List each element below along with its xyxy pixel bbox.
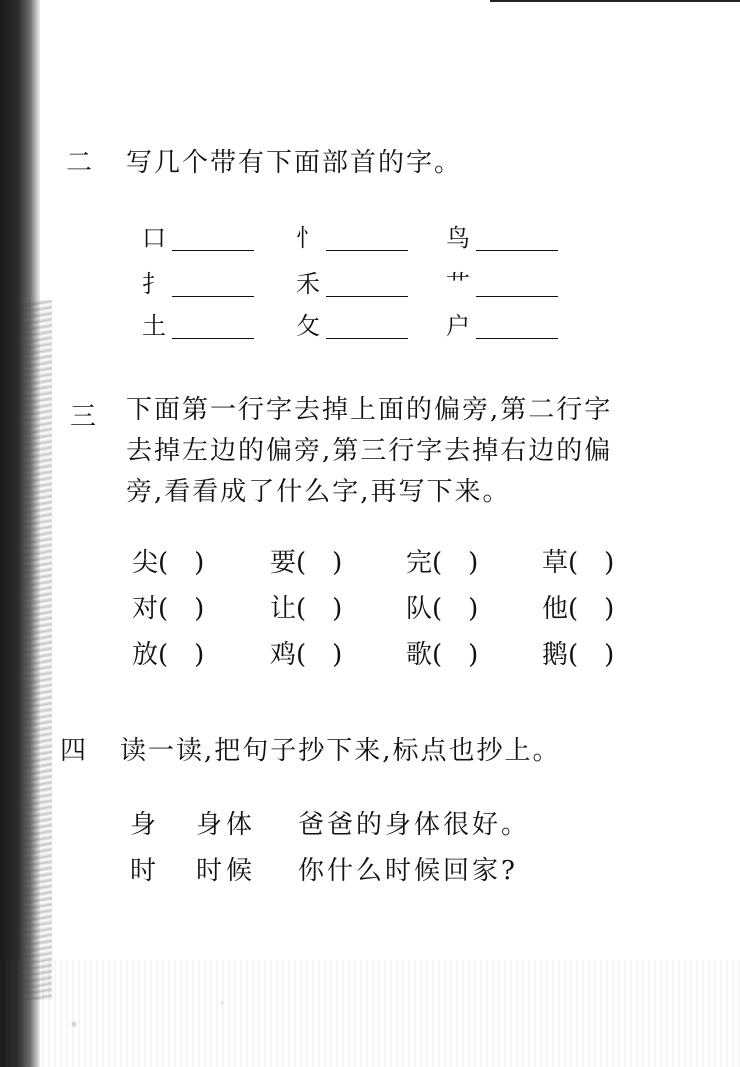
radical-char: 户 [446, 312, 470, 340]
write-line [476, 250, 558, 251]
scan-noise [0, 960, 740, 1067]
radical-char: 口 [142, 224, 166, 252]
answer-blank: ( ) [158, 548, 205, 578]
section3-instructions [126, 390, 666, 513]
section4-number: 四 [60, 736, 87, 766]
exercise-char: 歌 [406, 640, 433, 670]
exercise-item [270, 588, 342, 625]
answer-blank: ( ) [296, 594, 343, 624]
exercise-item [270, 542, 342, 579]
reading-sentence: 爸爸的身体很好。 [298, 810, 531, 840]
answer-blank: ( ) [568, 594, 615, 624]
top-border-line [490, 0, 740, 2]
reading-row [130, 850, 610, 886]
radical-char: 攵 [296, 312, 320, 340]
answer-blank: ( ) [432, 594, 479, 624]
reading-char: 身 [130, 810, 157, 840]
answer-blank: ( ) [158, 640, 205, 670]
reading-word: 身体 [196, 810, 257, 840]
exercise-item [132, 542, 204, 579]
answer-blank: ( ) [432, 548, 479, 578]
reading-char: 时 [130, 856, 157, 886]
exercise-item [406, 542, 478, 579]
exercise-char: 完 [406, 548, 433, 578]
write-line [172, 296, 254, 297]
exercise-item [406, 634, 478, 671]
write-line [476, 338, 558, 339]
reading-word: 时候 [196, 856, 257, 886]
write-line [326, 338, 408, 339]
exercise-char: 他 [542, 594, 569, 624]
exercise-char: 放 [132, 640, 159, 670]
exercise-char: 鹅 [542, 640, 569, 670]
exercise-char: 队 [406, 594, 433, 624]
write-line [476, 296, 558, 297]
instruction-line: 旁,看看成了什么字,再写下来。 [126, 477, 511, 507]
exercise-char: 鸡 [270, 640, 297, 670]
exercise-item [132, 634, 204, 671]
book-binding-shadow [0, 0, 40, 1067]
instruction-line: 去掉左边的偏旁,第三行字去掉右边的偏 [126, 436, 613, 466]
radical-char: 扌 [142, 270, 166, 298]
section3-number: 三 [70, 402, 97, 432]
write-line [326, 296, 408, 297]
radical-char: 鸟 [446, 224, 470, 252]
exercise-char: 让 [270, 594, 297, 624]
radical-char: 艹 [446, 270, 470, 298]
exercise-item [270, 634, 342, 671]
exercise-item [132, 588, 204, 625]
exercise-char: 要 [270, 548, 297, 578]
write-line [326, 250, 408, 251]
exercise-item [406, 588, 478, 625]
write-line [172, 338, 254, 339]
write-line [172, 250, 254, 251]
reading-sentence: 你什么时候回家? [298, 856, 518, 886]
exercise-char: 对 [132, 594, 159, 624]
answer-blank: ( ) [432, 640, 479, 670]
exercise-item [542, 634, 614, 671]
radical-char: 忄 [296, 224, 320, 252]
exercise-char: 草 [542, 548, 569, 578]
exercise-item [542, 588, 614, 625]
reading-row [130, 804, 610, 840]
answer-blank: ( ) [158, 594, 205, 624]
instruction-line: 下面第一行字去掉上面的偏旁,第二行字 [126, 395, 613, 425]
exercise-item [542, 542, 614, 579]
answer-blank: ( ) [568, 640, 615, 670]
section2-number: 二 [66, 148, 93, 178]
section4-title: 读一读,把句子抄下来,标点也抄上。 [120, 736, 561, 766]
answer-blank: ( ) [568, 548, 615, 578]
answer-blank: ( ) [296, 640, 343, 670]
section2-title: 写几个带有下面部首的字。 [126, 148, 463, 178]
exercise-char: 尖 [132, 548, 159, 578]
answer-blank: ( ) [296, 548, 343, 578]
radical-char: 禾 [296, 270, 320, 298]
radical-char: 土 [142, 312, 166, 340]
